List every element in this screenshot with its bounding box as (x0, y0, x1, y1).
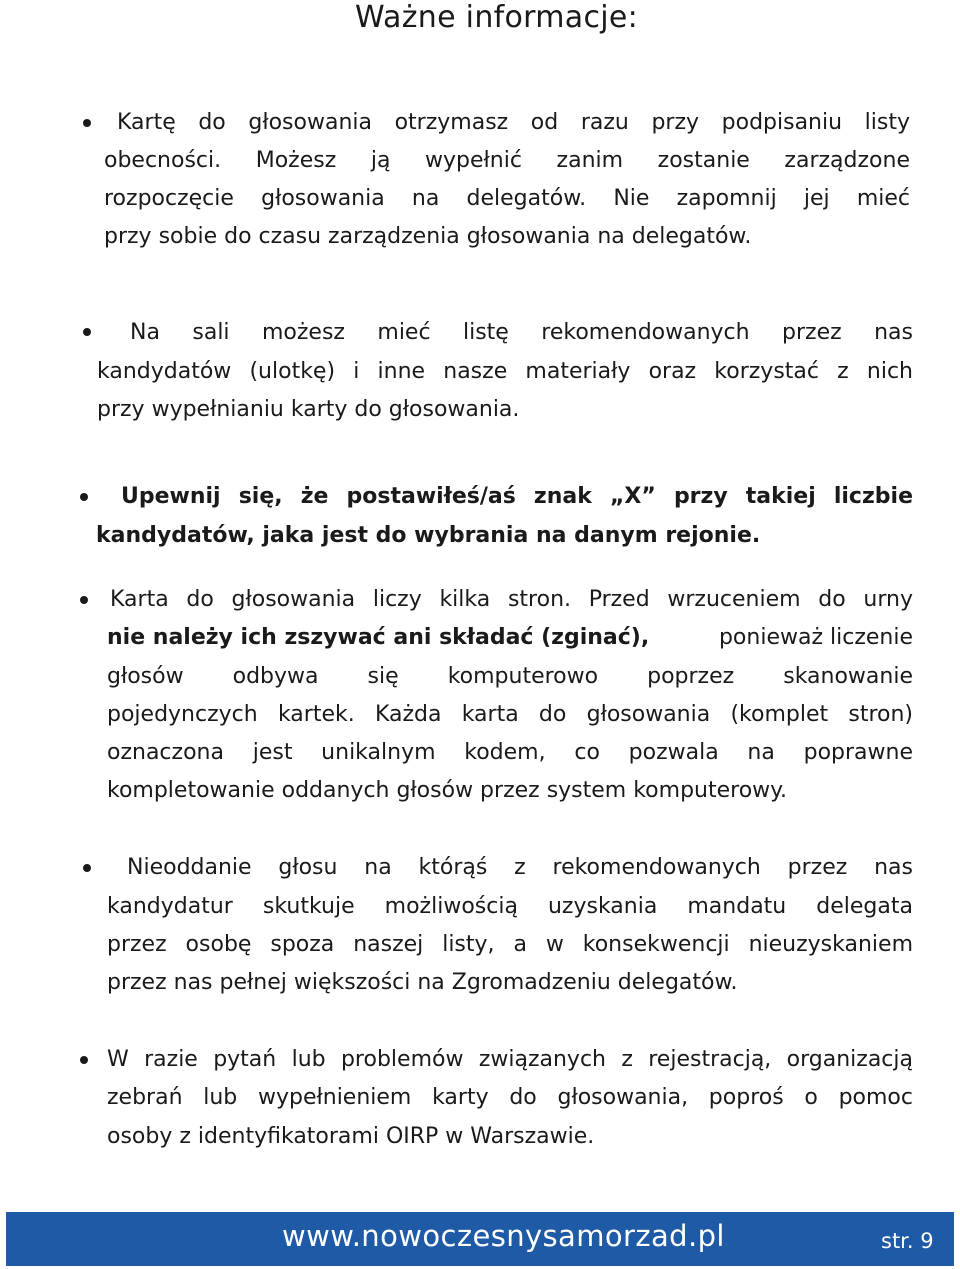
list-item-line (107, 625, 913, 651)
list-item-line: Upewnij się, że postawiłeś/aś znak „X” przy takiej liczbie (121, 484, 913, 509)
list-item-line: kandydatów (ulotkę) i inne nasze materiały oraz korzystać z nich (97, 359, 913, 384)
list-item-line: Na sali możesz mieć listę rekomendowanych przez nas (130, 320, 913, 345)
bullet-icon (80, 493, 88, 501)
list-item-line: przy sobie do czasu zarządzenia głosowania na delegatów. (104, 224, 752, 249)
list-item-line: głosów odbywa się komputerowo poprzez skanowanie (107, 664, 913, 689)
list-item-line: przy wypełnianiu karty do głosowania. (97, 397, 520, 422)
page-title: Ważne informacje: (355, 0, 639, 35)
emphasis-text: nie należy ich zszywać ani składać (zginać), (107, 625, 650, 650)
list-item-line: przez osobę spoza naszej listy, a w konsekwencji nieuzyskaniem (107, 932, 913, 957)
bullet-icon (80, 596, 88, 604)
list-item-line: rozpoczęcie głosowania na delegatów. Nie zapomnij jej mieć (104, 186, 910, 211)
bullet-icon (83, 864, 91, 872)
list-item-line: Nieoddanie głosu na którąś z rekomendowanych przez nas (127, 855, 913, 880)
list-item-line: kompletowanie oddanych głosów przez system komputerowy. (107, 778, 788, 803)
list-item-line: Karta do głosowania liczy kilka stron. Przed wrzuceniem do urny (110, 587, 913, 612)
list-item-text: ponieważ liczenie (718, 625, 913, 650)
list-item-line: kandydatur skutkuje możliwością uzyskania mandatu delegata (107, 894, 913, 919)
list-item-line: osoby z identyfikatorami OIRP w Warszawie. (107, 1124, 595, 1149)
list-item-line: obecności. Możesz ją wypełnić zanim zostanie zarządzone (104, 148, 910, 173)
list-item-line: Kartę do głosowania otrzymasz od razu przy podpisaniu listy (117, 110, 910, 135)
bullet-icon (83, 328, 91, 336)
list-item-line: oznaczona jest unikalnym kodem, co pozwala na poprawne (107, 740, 913, 765)
bullet-icon (80, 1056, 88, 1064)
bullet-icon (83, 119, 91, 127)
page-number: str. 9 (881, 1229, 934, 1253)
list-item-line: W razie pytań lub problemów związanych z rejestracją, organizacją (107, 1047, 913, 1072)
website-link[interactable]: www.nowoczesnysamorzad.pl (282, 1219, 725, 1253)
list-item-line: pojedynczych kartek. Każda karta do głosowania (komplet stron) (107, 702, 913, 727)
list-item-line: zebrań lub wypełnieniem karty do głosowania, poproś o pomoc (107, 1085, 913, 1110)
footer-bar (6, 1212, 954, 1266)
list-item-line: przez nas pełnej większości na Zgromadzeniu delegatów. (107, 970, 738, 995)
list-item-line: kandydatów, jaka jest do wybrania na danym rejonie. (96, 523, 761, 548)
